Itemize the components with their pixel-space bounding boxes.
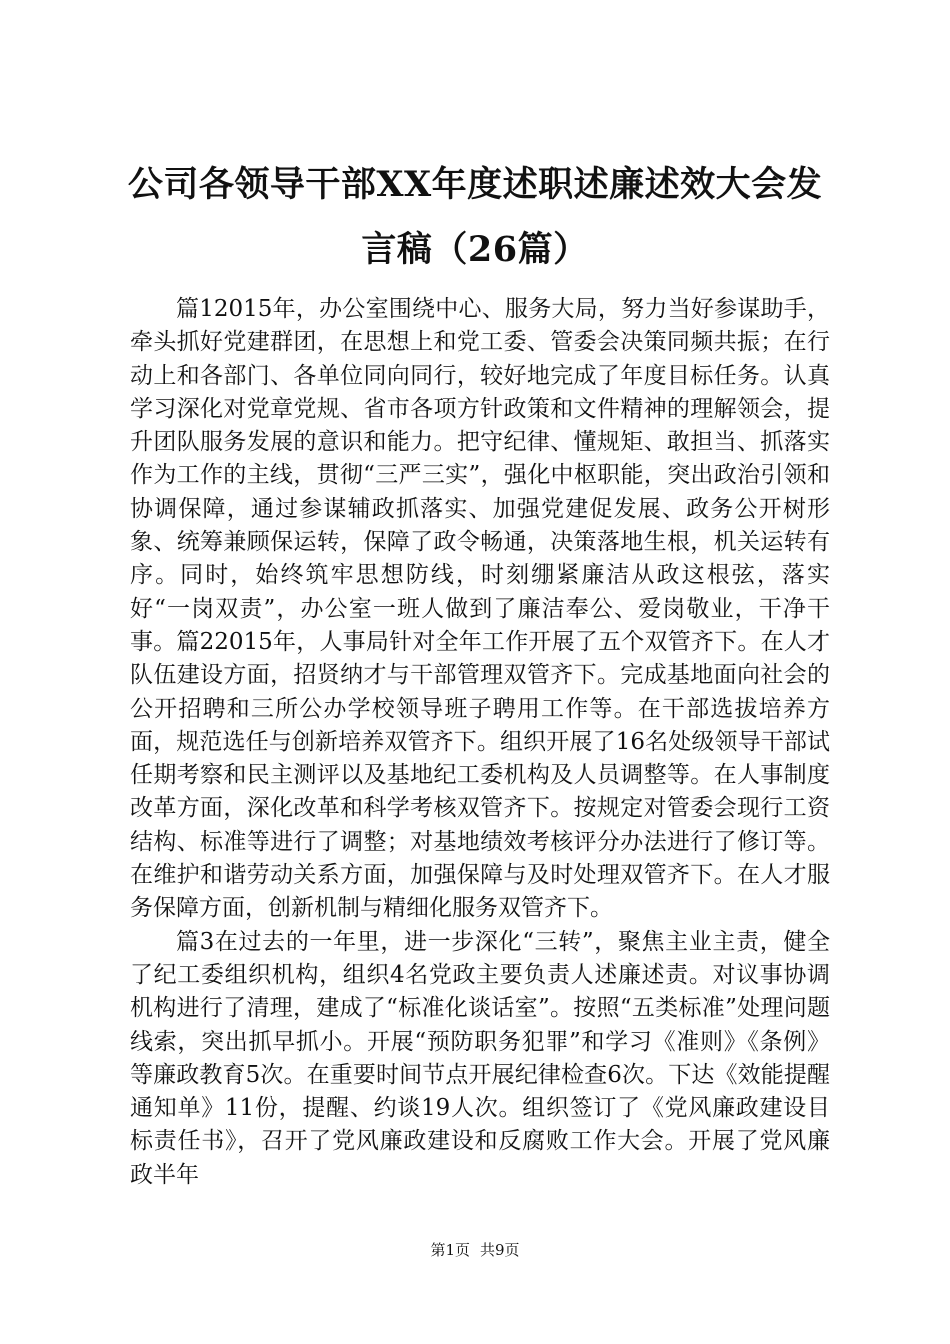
title-line-2: 言稿（26篇）	[361, 229, 589, 270]
page-number: 第1页	[430, 1241, 470, 1259]
page-total: 共9页	[480, 1241, 520, 1259]
page-footer	[0, 1240, 950, 1260]
paragraph-2: 篇3在过去的一年里，进一步深化“三转”，聚焦主业主责，健全了纪工委组织机构，组织4名党政主要负责人述廉述责。对议事协调机构进行了清理，建成了“标准化谈话室”。按照“五类标准”处理问题线索，突出抓早抓小。开展“预防职务犯罪”和学习《准则》《条例》等廉政教育5次。在重要时间节点开展纪律检查6次。下达《效能提醒通知单》11份，提醒、约谈19人次。组织签订了《党风廉政建设目标责任书》，召开了党风廉政建设和反腐败工作大会。开展了党风廉政半年	[130, 928, 830, 1188]
title-line-1: 公司各领导干部XX年度述职述廉述效大会发	[127, 164, 823, 205]
paragraph-1: 篇12015年，办公室围绕中心、服务大局，努力当好参谋助手，牵头抓好党建群团，在思想上和党工委、管委会决策同频共振；在行动上和各部门、各单位同向同行，较好地完成了年度目标任务。认真学习深化对党章党规、省市各项方针政策和文件精神的理解领会，提升团队服务发展的意识和能力。把守纪律、懂规矩、敢担当、抓落实作为工作的主线，贯彻“三严三实”，强化中枢职能，突出政治引领和协调保障，通过参谋辅政抓落实、加强党建促发展、政务公开树形象、统筹兼顾保运转，保障了政令畅通，决策落地生根，机关运转有序。同时，始终筑牢思想防线，时刻绷紧廉洁从政这根弦，落实好“一岗双责”，办公室一班人做到了廉洁奉公、爱岗敬业，干净干事。篇22015年，人事局针对全年工作开展了五个双管齐下。在人才队伍建设方面，招贤纳才与干部管理双管齐下。完成基地面向社会的公开招聘和三所公办学校领导班子聘用工作等。在干部选拔培养方面，规范选任与创新培养双管齐下。组织开展了16名处级领导干部试任期考察和民主测评以及基地纪工委机构及人员调整等。在人事制度改革方面，深化改革和科学考核双管齐下。按规定对管委会现行工资结构、标准等进行了调整；对基地绩效考核评分办法进行了修订等。在维护和谐劳动关系方面，加强保障与及时处理双管齐下。在人才服务保障方面，创新机制与精细化服务双管齐下。	[130, 296, 830, 922]
document-title	[0, 152, 950, 282]
document-body	[130, 293, 830, 1192]
